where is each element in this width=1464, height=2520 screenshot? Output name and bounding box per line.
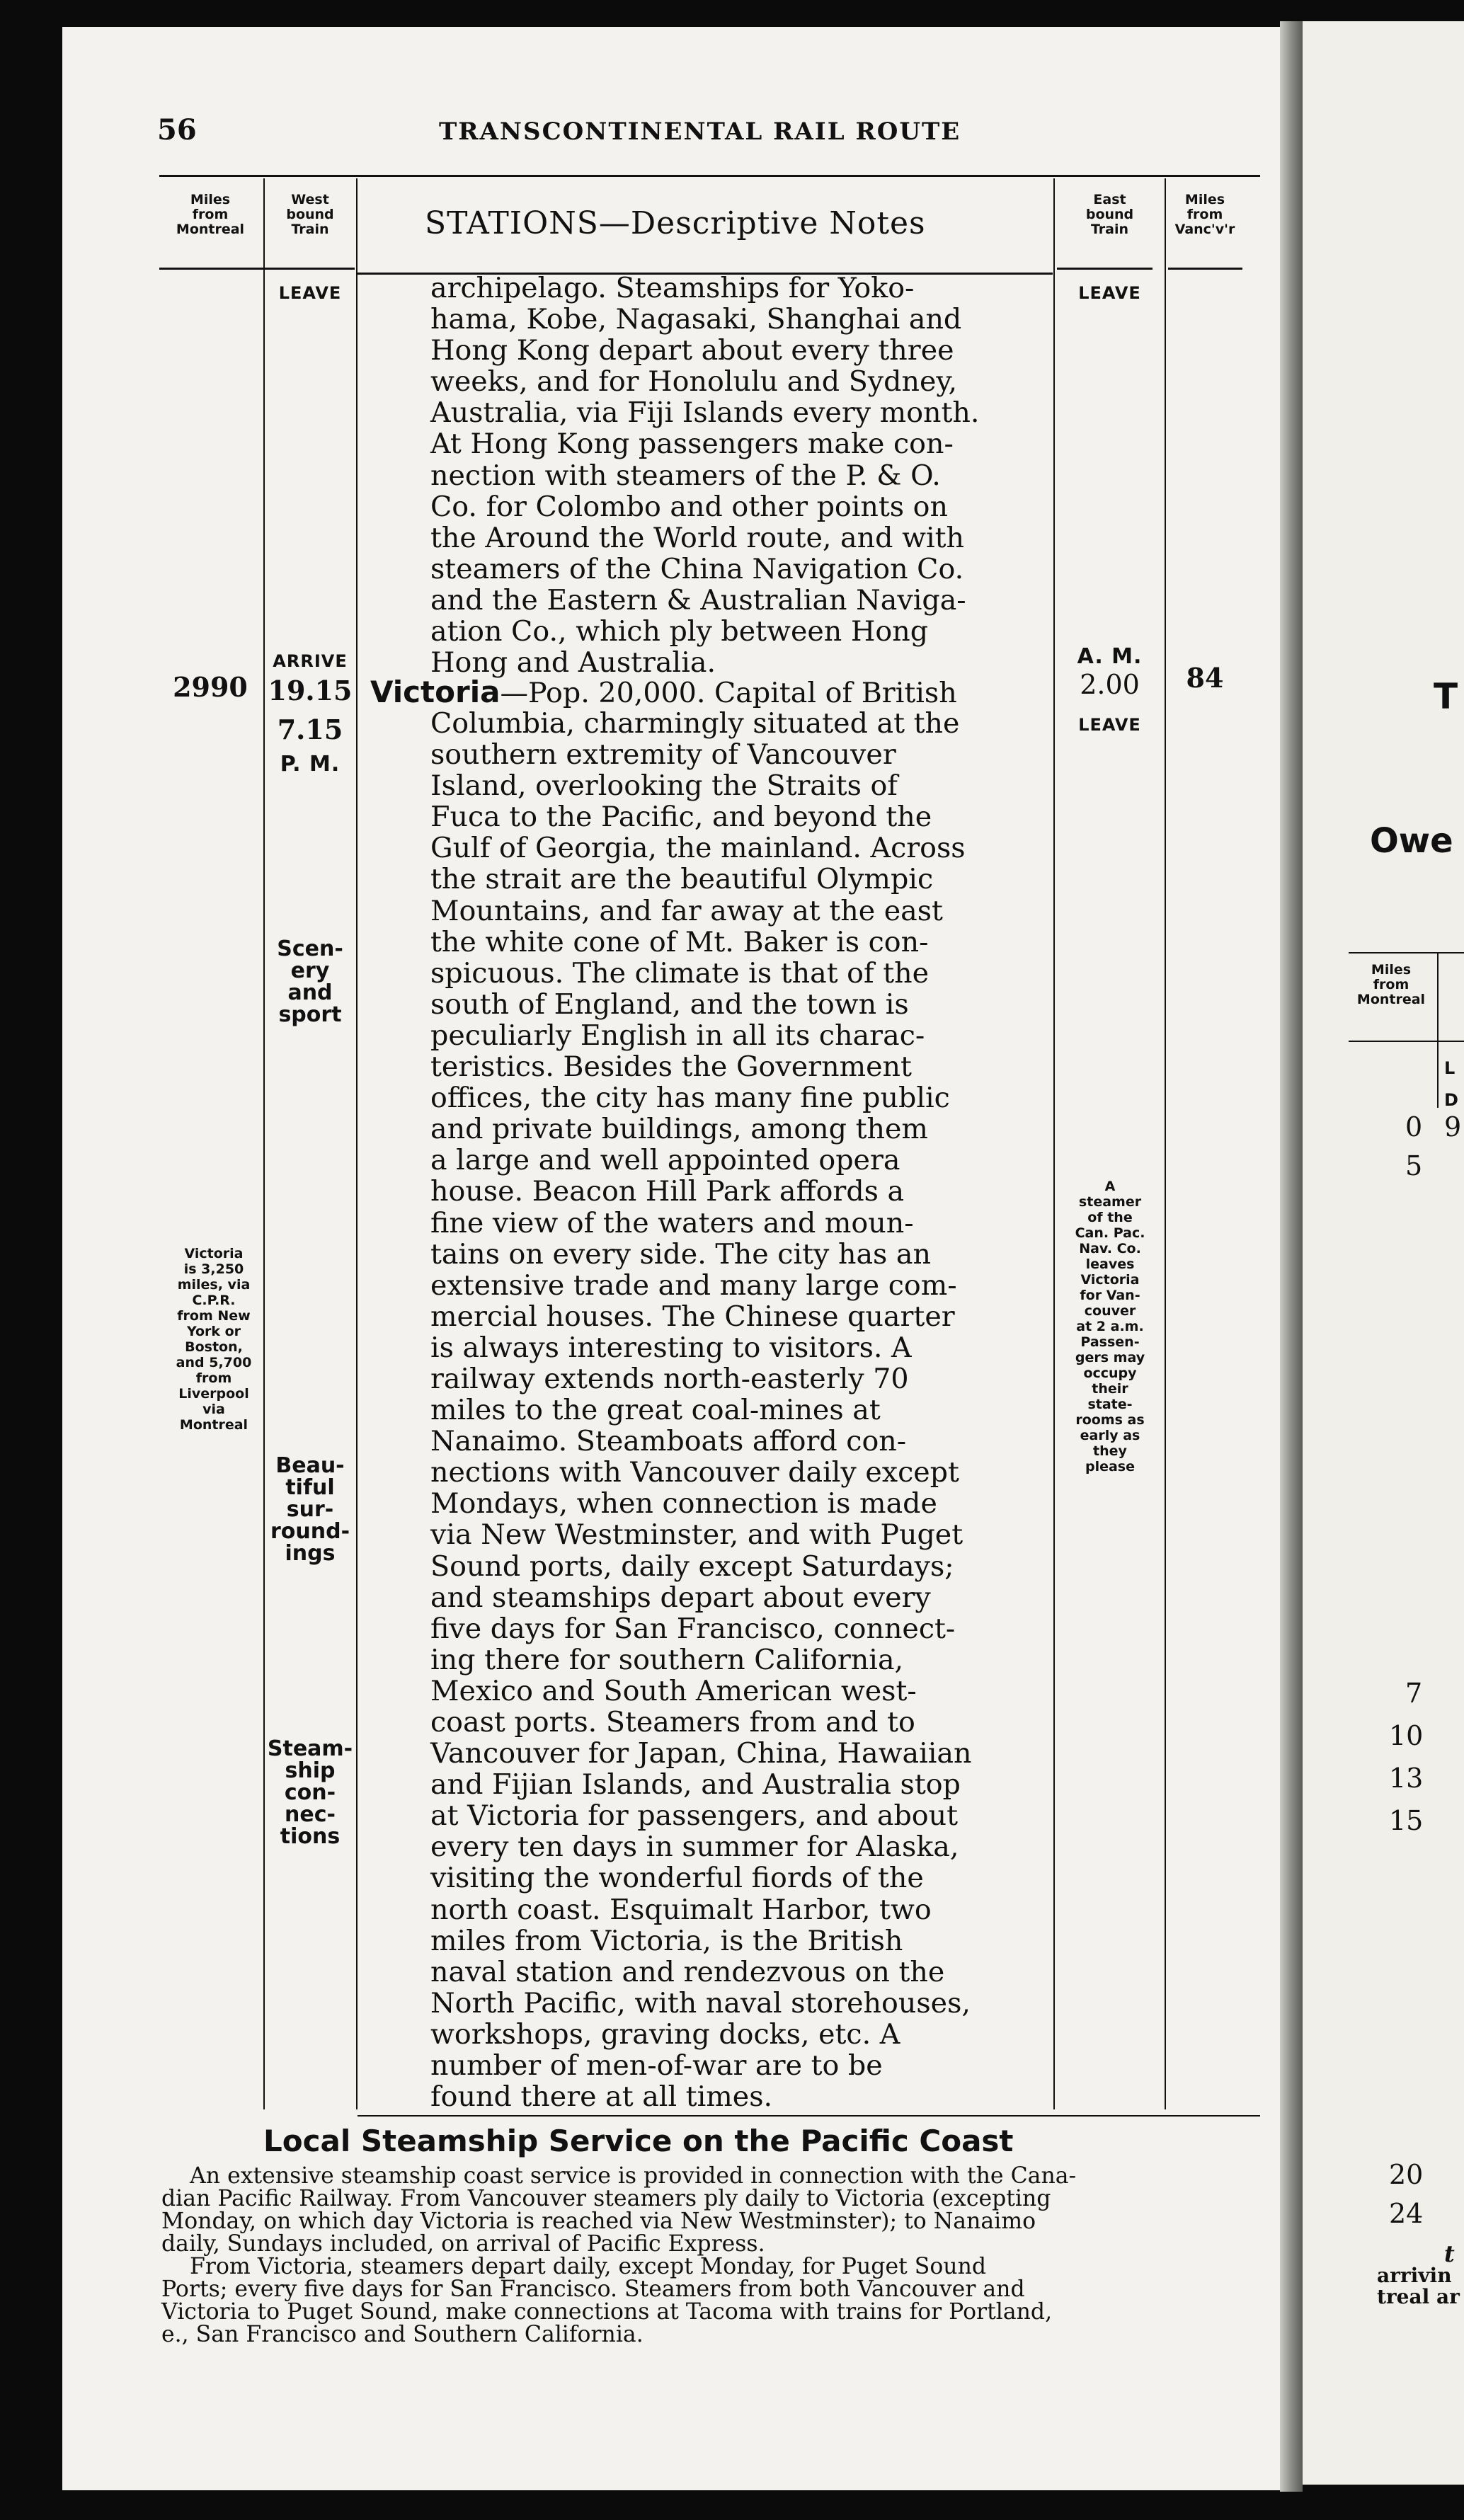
right-page-footer-t: t xyxy=(1444,2240,1455,2267)
west-time-2: 7.15 xyxy=(277,714,343,745)
text-line: Australia, via Fiji Islands every month. xyxy=(430,396,980,430)
text-line: mercial houses. The Chinese quarter xyxy=(430,1300,955,1333)
text-line: ing there for southern California, xyxy=(430,1643,904,1676)
text-line: the Around the World route, and with xyxy=(430,521,964,554)
footer-rule xyxy=(358,2115,1260,2117)
text-line: found there at all times. xyxy=(430,2080,773,2114)
right-page-footer-text: arrivin treal ar xyxy=(1377,2264,1460,2308)
text-line: North Pacific, with naval storehouses, xyxy=(430,1986,971,2020)
col-west-bound: West bound Train xyxy=(286,192,334,237)
text-line: offices, the city has many fine public xyxy=(430,1082,950,1115)
footer-line: From Victoria, steamers depart daily, except Monday, for Puget Sound xyxy=(161,2254,987,2279)
text-line: and the Eastern & Australian Naviga- xyxy=(430,583,966,617)
footer-line: An extensive steamship coast service is provided in connection with the Cana- xyxy=(161,2163,1077,2189)
side-note-scenery: Scen- ery and sport xyxy=(277,937,343,1027)
east-leave: LEAVE xyxy=(1078,715,1141,735)
side-note-steamship: Steam- ship con- nec- tions xyxy=(267,1736,353,1849)
text-line: workshops, graving docks, etc. A xyxy=(430,2017,900,2051)
footer-line: Ports; every five days for San Francisco. Steamers from both Vancouver and xyxy=(161,2276,1025,2302)
text-line: naval station and rendezvous on the xyxy=(430,1955,945,1988)
footer-line: daily, Sundays included, on arrival of Pacific Express. xyxy=(161,2231,765,2257)
text-line: Mondays, when connection is made xyxy=(430,1487,937,1520)
footer-line: dian Pacific Railway. From Vancouver steamers ply daily to Victoria (excepting xyxy=(161,2186,1051,2211)
text-line: teristics. Besides the Government xyxy=(430,1050,912,1084)
right-page-title-fragment: T xyxy=(1434,676,1458,717)
col-divider-3 xyxy=(1053,178,1055,2109)
header-rule-1 xyxy=(159,268,264,270)
header-rule-4 xyxy=(1057,268,1153,270)
text-line: Vancouver for Japan, China, Hawaiian xyxy=(430,1737,972,1770)
text-line: at Victoria for passengers, and about xyxy=(430,1799,959,1833)
east-leave-top: LEAVE xyxy=(1078,283,1141,303)
text-line: Hong Kong depart about every three xyxy=(430,334,954,367)
right-page-col-head: Miles from Montreal xyxy=(1356,962,1426,1007)
right-page-col-divider xyxy=(1437,952,1439,1108)
text-line: Fuca to the Pacific, and beyond the xyxy=(430,801,932,834)
header-rule-5 xyxy=(1168,268,1242,270)
text-line: Gulf of Georgia, the mainland. Across xyxy=(430,832,966,865)
text-line: south of England, and the town is xyxy=(430,987,909,1021)
page-title: TRANSCONTINENTAL RAIL ROUTE xyxy=(439,118,961,146)
page-gutter xyxy=(1280,21,1303,2492)
right-page-mile: 20 xyxy=(1389,2159,1424,2190)
text-line: and Fijian Islands, and Australia stop xyxy=(430,1768,961,1802)
text-line: Sound ports, daily except Saturdays; xyxy=(430,1550,954,1583)
text-line: Columbia, charmingly situated at the xyxy=(430,707,960,740)
text-line: and private buildings, among them xyxy=(430,1113,928,1146)
miles-vancouver-value: 84 xyxy=(1186,662,1224,694)
text-line: visiting the wonderful fiords of the xyxy=(430,1862,924,1895)
col-east-bound: East bound Train xyxy=(1085,192,1134,237)
west-pm: P. M. xyxy=(280,752,341,777)
text-line: a large and well appointed opera xyxy=(430,1144,900,1177)
footer-line: Victoria to Puget Sound, make connections at Tacoma with trains for Portland, xyxy=(161,2299,1053,2325)
text-line: peculiarly English in all its charac- xyxy=(430,1019,925,1052)
text-line: spicuous. The climate is that of the xyxy=(430,956,930,990)
footer-line: e., San Francisco and Southern California. xyxy=(161,2322,644,2347)
right-page xyxy=(1296,21,1464,2485)
table-top-rule xyxy=(159,175,1260,177)
text-line: via New Westminster, and with Puget xyxy=(430,1518,963,1552)
col-miles-montreal: Miles from Montreal xyxy=(176,192,245,237)
text-line: nection with steamers of the P. & O. xyxy=(430,459,941,492)
text-line: At Hong Kong passengers make con- xyxy=(430,428,954,461)
right-page-mile: 15 xyxy=(1389,1805,1424,1836)
text-line: miles to the great coal-mines at xyxy=(430,1394,881,1427)
text-line: southern extremity of Vancouver xyxy=(430,738,896,772)
text-line: steamers of the China Navigation Co. xyxy=(430,552,964,585)
text-line: ation Co., which ply between Hong xyxy=(430,615,929,648)
side-note-victoria-distance: Victoria is 3,250 miles, via C.P.R. from New York or Boston, and 5,700 from Liverpool via Montreal xyxy=(176,1246,252,1433)
east-am: A. M. xyxy=(1077,644,1143,669)
right-page-mile: 24 xyxy=(1389,2198,1424,2229)
text-line: coast ports. Steamers from and to xyxy=(430,1706,915,1739)
text-line: Hong and Australia. xyxy=(430,646,716,680)
text-line: the strait are the beautiful Olympic xyxy=(430,863,934,896)
right-page-mile: 0 xyxy=(1405,1111,1423,1142)
right-page-l: L xyxy=(1444,1058,1456,1078)
station-name-victoria: Victoria xyxy=(370,675,501,709)
text-line: Mexico and South American west- xyxy=(430,1674,917,1707)
footer-text xyxy=(161,2165,1266,2346)
victoria-first-line: —Pop. 20,000. Capital of British xyxy=(500,677,957,709)
page-number: 56 xyxy=(157,113,197,147)
text-line: north coast. Esquimalt Harbor, two xyxy=(430,1893,932,1926)
right-page-mile: 10 xyxy=(1389,1720,1424,1751)
text-line: five days for San Francisco, connect- xyxy=(430,1612,956,1645)
text-line: miles from Victoria, is the British xyxy=(430,1924,903,1957)
text-line: hama, Kobe, Nagasaki, Shanghai and xyxy=(430,303,962,336)
right-page-mile: 7 xyxy=(1405,1678,1423,1709)
text-line: nections with Vancouver daily except xyxy=(430,1456,959,1489)
header-rule-2 xyxy=(264,268,355,270)
west-arrive: ARRIVE xyxy=(273,651,348,671)
text-line: Island, overlooking the Straits of xyxy=(430,769,898,803)
victoria-entry xyxy=(370,675,1039,709)
text-line: tains on every side. The city has an xyxy=(430,1237,932,1271)
text-line: extensive trade and many large com- xyxy=(430,1268,957,1302)
text-line: archipelago. Steamships for Yoko- xyxy=(430,272,915,304)
descriptive-text-before xyxy=(430,273,1039,678)
text-line: weeks, and for Honolulu and Sydney, xyxy=(430,365,958,399)
col-divider-4 xyxy=(1165,178,1166,2109)
right-page-subtitle-fragment: Owe xyxy=(1370,821,1453,861)
text-line: railway extends north-easterly 70 xyxy=(430,1362,909,1395)
right-page-mile: 5 xyxy=(1405,1150,1423,1181)
descriptive-text-after xyxy=(430,708,1039,2112)
col-miles-vancouver: Miles from Vanc'v'r xyxy=(1174,192,1235,237)
west-time-1: 19.15 xyxy=(268,675,353,706)
footer-title: Local Steamship Service on the Pacific Coast xyxy=(263,2124,1014,2158)
right-page-rule-2 xyxy=(1349,1041,1464,1042)
side-note-surroundings: Beau- tiful sur- round- ings xyxy=(270,1453,350,1566)
text-line: number of men-of-war are to be xyxy=(430,2049,883,2083)
text-line: the white cone of Mt. Baker is con- xyxy=(430,925,929,958)
col-stations: STATIONS—Descriptive Notes xyxy=(425,205,926,241)
text-line: Mountains, and far away at the east xyxy=(430,894,943,927)
text-line: fine view of the waters and moun- xyxy=(430,1206,914,1239)
text-line: Nanaimo. Steamboats afford con- xyxy=(430,1425,907,1458)
right-page-mile: 13 xyxy=(1389,1763,1424,1794)
text-line: house. Beacon Hill Park affords a xyxy=(430,1175,905,1208)
right-page-nine: 9 xyxy=(1444,1111,1462,1142)
text-line: every ten days in summer for Alaska, xyxy=(430,1831,959,1864)
footer-line: Monday, on which day Victoria is reached via New Westminster); to Nanaimo xyxy=(161,2209,1036,2234)
text-line: is always interesting to visitors. A xyxy=(430,1331,912,1364)
east-time: 2.00 xyxy=(1080,669,1140,700)
side-note-steamer: A steamer of the Can. Pac. Nav. Co. leaves Victoria for Van- couver at 2 a.m. Passen- gers may occupy their state- rooms as early as they please xyxy=(1075,1179,1145,1474)
text-line: and steamships depart about every xyxy=(430,1581,931,1614)
west-leave: LEAVE xyxy=(278,283,342,303)
right-page-d: D xyxy=(1444,1090,1459,1110)
right-page-rule xyxy=(1349,952,1464,953)
text-line: Co. for Colombo and other points on xyxy=(430,490,948,523)
miles-montreal-value: 2990 xyxy=(173,671,248,703)
